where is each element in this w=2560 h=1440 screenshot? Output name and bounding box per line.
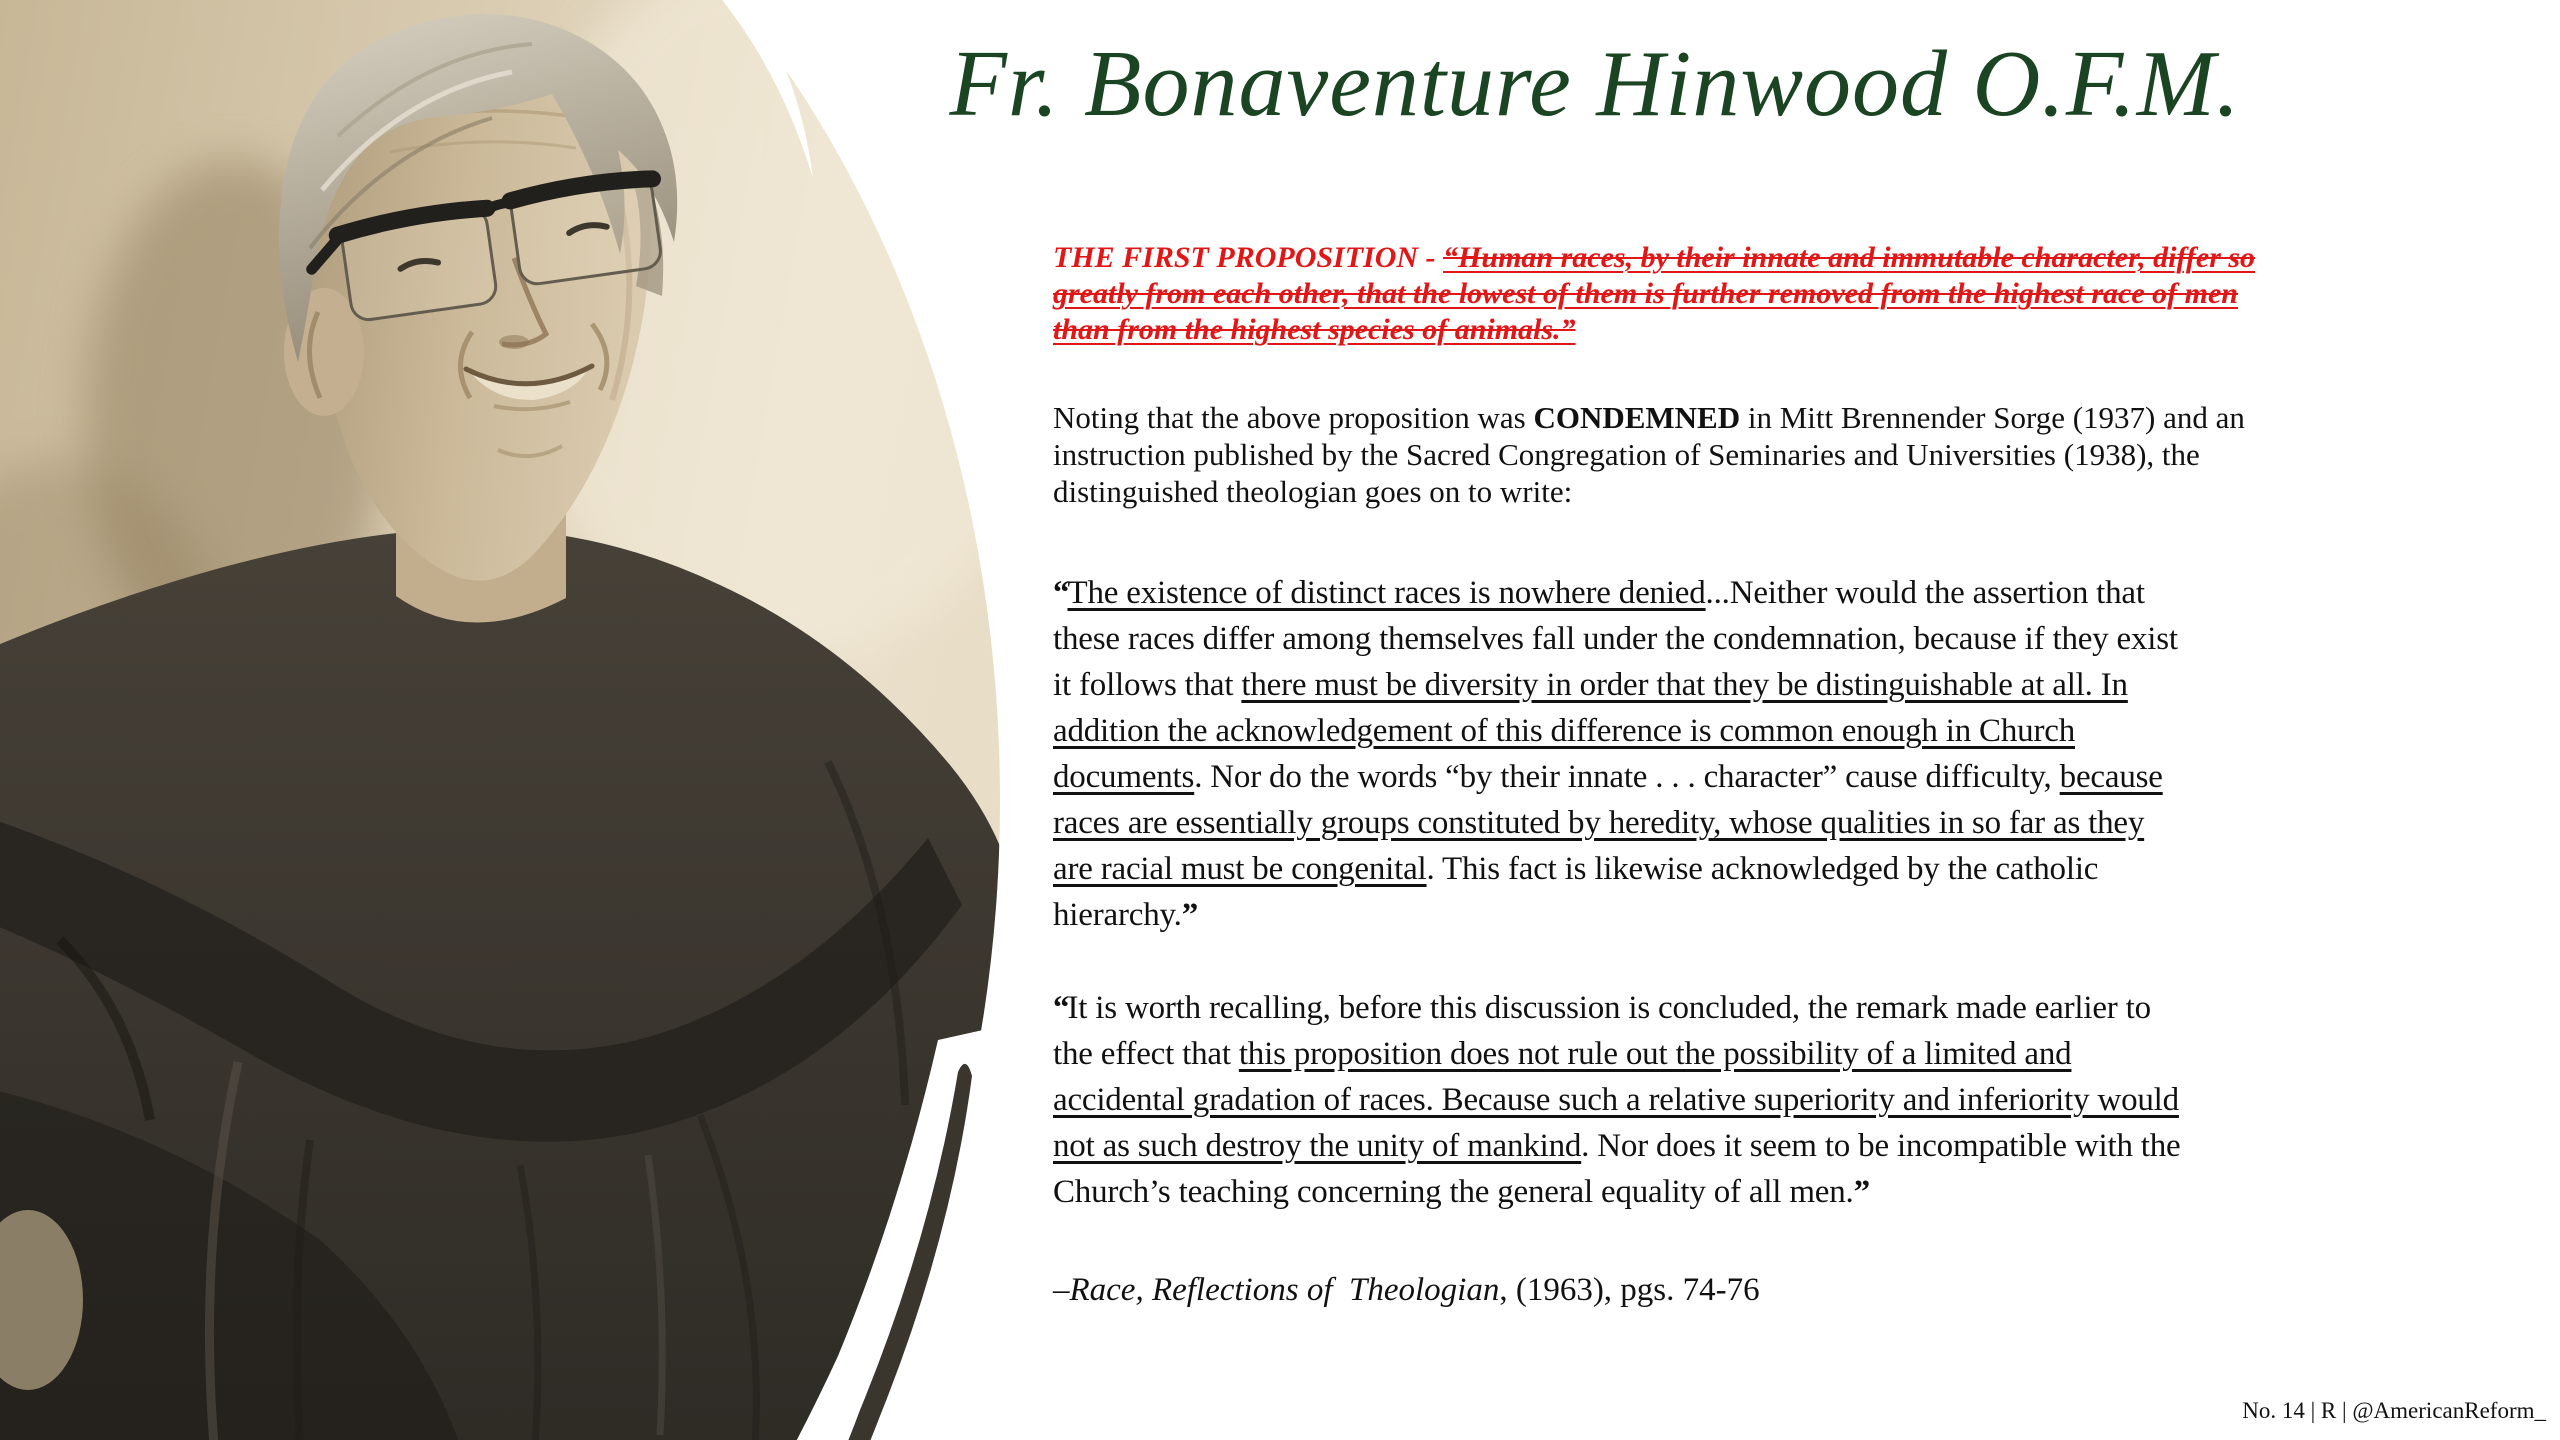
- page-title: Fr. Bonaventure Hinwood O.F.M.: [949, 32, 2241, 136]
- photo-inner: [0, 0, 1010, 1440]
- quote-paragraph-1: “The existence of distinct races is nowhere denied...Neither would the assertion that these races differ among themselves fall under the condemnation, because if they exist it follows that there must be diversity in order that they be distinguishable at all. In addition the acknowledgement of this difference is common enough in Church documents. Nor do the words “by their innate . . . character” cause difficulty, because races are essentially groups constituted by heredity, whose qualities in so far as they are racial must be congenital. This fact is likewise acknowledged by the catholic hierarchy.”: [1053, 575, 2178, 933]
- quote-paragraph-2: “It is worth recalling, before this discussion is concluded, the remark made earlier to the effect that this proposition does not rule out the possibility of a limited and accidental gradation of races. Because such a relative superiority and inferiority would not as such destroy the unity of mankind. Nor does it seem to be incompatible with the Church’s teaching concerning the general equality of all men.”: [1053, 990, 2181, 1210]
- proposition-struck-text: THE FIRST PROPOSITION - “Human races, by their innate and immutable character, differ so greatly from each other, that the lowest of them is further removed from the highest race of men than from the highest species of animals.”: [1053, 241, 2256, 346]
- intro-paragraph: Noting that the above proposition was CONDEMNED in Mitt Brennender Sorge (1937) and an instruction published by the Sacred Congregation of Seminaries and Universities (1938), the distinguished theologian goes on to write:: [1053, 400, 2245, 509]
- portrait-photo: [0, 0, 1010, 1440]
- watermark: No. 14 | R | @AmericanReform_: [2242, 1398, 2546, 1423]
- source-citation: –Race, Reflections of Theologian, (1963), pgs. 74-76: [1053, 1272, 1760, 1308]
